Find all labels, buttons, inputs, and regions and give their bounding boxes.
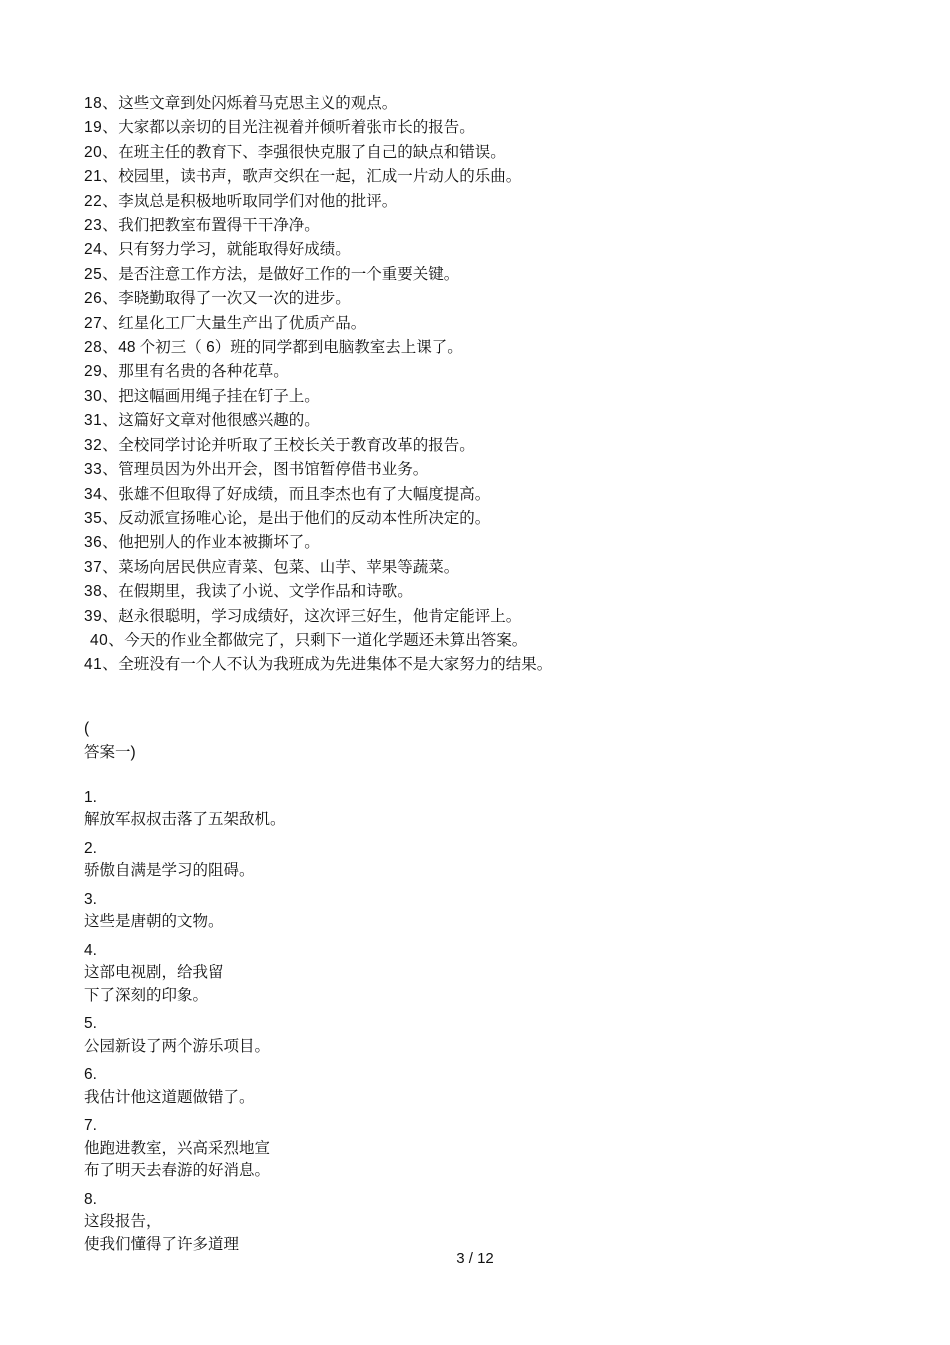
answers-open-paren: ( [84,719,90,737]
answer-text-line: 这些是唐朝的文物。 [84,913,224,931]
sentence-number: 24、 [84,241,119,259]
sentence-list [84,92,900,678]
answer-text-line: 他跑进教室，兴高采烈地宣 [84,1139,271,1157]
answer-number: 7. [84,1117,97,1135]
sentence-text: 李岚总是积极地听取同学们对他的批评。 [118,192,398,210]
answer-text-line: 下了深刻的印象。 [84,986,209,1004]
answer-number: 4. [84,941,97,959]
answers-list [84,787,900,1257]
sentence-number: 39、 [84,607,119,625]
sentence-text: 这篇好文章对他很感兴趣的。 [118,412,320,430]
answer-item [84,1013,900,1058]
sentence-text: 反动派宣扬唯心论，是出于他们的反动本性所决定的。 [118,509,491,527]
answer-item [84,787,900,832]
sentence-item [84,507,900,531]
sentence-number: 34、 [84,485,119,503]
sentence-text: 李晓勤取得了一次又一次的进步。 [118,290,351,308]
sentence-text: 管理员因为外出开会，图书馆暂停借书业务。 [118,461,429,479]
answer-item [84,1189,900,1257]
sentence-text: 我们把教室布置得干干净净。 [118,217,320,235]
sentence-text: 张雄不但取得了好成绩，而且李杰也有了大幅度提高。 [118,485,491,503]
answer-text-line: 使我们懂得了许多道理 [84,1235,240,1253]
sentence-item [84,409,900,433]
answer-text-line: 这部电视剧，给我留 [84,964,224,982]
sentence-item [84,458,900,482]
answer-number: 3. [84,890,97,908]
answer-text-line: 骄傲自满是学习的阻碍。 [84,862,255,880]
sentence-number: 37、 [84,558,119,576]
sentence-number: 23、 [84,217,119,235]
sentence-number: 41、 [84,656,119,674]
sentence-item [84,580,900,604]
sentence-text: 大家都以亲切的目光注视着并倾听着张市长的报告。 [118,119,475,137]
sentence-text: 校园里，读书声，歌声交织在一起，汇成一片动人的乐曲。 [118,168,522,186]
sentence-number: 30、 [84,387,119,405]
sentence-item [84,141,900,165]
sentence-item [84,238,900,262]
sentence-item [84,287,900,311]
sentence-item [84,336,900,360]
sentence-text: 红星化工厂大量生产出了优质产品。 [118,314,367,332]
answer-text-line: 布了明天去春游的好消息。 [84,1162,271,1180]
answer-number: 5. [84,1015,97,1033]
sentence-number: 35、 [84,509,119,527]
sentence-number: 31、 [84,412,119,430]
sentence-text: 全班没有一个人不认为我班成为先进集体不是大家努力的结果。 [118,656,553,674]
sentence-number: 27、 [84,314,119,332]
sentence-item [84,653,900,677]
sentence-text: 全校同学讨论并听取了王校长关于教育改革的报告。 [118,436,475,454]
answer-number: 6. [84,1066,97,1084]
sentence-item [84,629,900,653]
sentence-number: 18、 [84,95,119,112]
sentence-item [84,165,900,189]
answer-text-line: 我估计他这道题做错了。 [84,1088,255,1106]
answer-text-line: 这段报告， [84,1213,162,1231]
sentence-number: 40、 [90,631,125,649]
page-footer [0,1250,950,1267]
answer-item [84,889,900,934]
sentence-number: 25、 [84,265,119,283]
answers-heading: 答案一) [84,744,136,762]
sentence-number: 26、 [84,290,119,308]
sentence-text: 在假期里，我读了小说、文学作品和诗歌。 [118,583,413,601]
sentence-number: 38、 [84,583,119,601]
answer-item [84,940,900,1008]
sentence-item [84,385,900,409]
answer-number: 8. [84,1190,97,1208]
sentence-item [84,531,900,555]
sentence-number: 28、 [84,339,119,357]
sentence-item [84,116,900,140]
answer-number: 1. [84,788,97,806]
answer-item [84,838,900,883]
sentence-text: 他把别人的作业本被撕坏了。 [118,534,320,552]
sentence-item [84,434,900,458]
sentence-number: 22、 [84,192,119,210]
answer-item [84,1115,900,1183]
answer-item [84,1064,900,1109]
sentence-text: 那里有名贵的各种花草。 [118,363,289,381]
sentence-text: 只有努力学习，就能取得好成绩。 [118,241,351,259]
sentence-item [84,263,900,287]
answer-text-line: 解放军叔叔击落了五架敌机。 [84,811,286,829]
sentence-item [84,483,900,507]
sentence-item [84,190,900,214]
sentence-number: 36、 [84,534,119,552]
sentence-text: 在班主任的教育下、李强很快克服了自己的缺点和错误。 [118,143,506,161]
sentence-number: 33、 [84,461,119,479]
sentence-number: 29、 [84,363,119,381]
sentence-item [84,360,900,384]
sentence-number: 19、 [84,119,119,137]
sentence-number: 21、 [84,168,119,186]
sentence-text: 是否注意工作方法，是做好工作的一个重要关键。 [118,265,460,283]
sentence-text: 赵永很聪明，学习成绩好，这次评三好生，他肯定能评上。 [118,607,522,625]
sentence-text: 这些文章到处闪烁着马克思主义的观点。 [118,95,398,112]
sentence-number: 20、 [84,143,119,161]
sentence-item [84,605,900,629]
sentence-text: 今天的作业全都做完了，只剩下一道化学题还未算出答案。 [124,631,528,649]
answer-number: 2. [84,839,97,857]
sentence-text: 菜场向居民供应青菜、包菜、山芋、苹果等蔬菜。 [118,558,460,576]
sentence-item [84,92,900,116]
answer-text-line: 公园新设了两个游乐项目。 [84,1037,271,1055]
sentence-item [84,556,900,580]
page-number: 3 / 12 [456,1250,494,1267]
sentence-number: 32、 [84,436,119,454]
sentence-item [84,312,900,336]
sentence-text: 48 个初三（ 6）班的同学都到电脑教室去上课了。 [118,339,463,357]
sentence-item [84,214,900,238]
sentence-text: 把这幅画用绳子挂在钉子上。 [118,387,320,405]
